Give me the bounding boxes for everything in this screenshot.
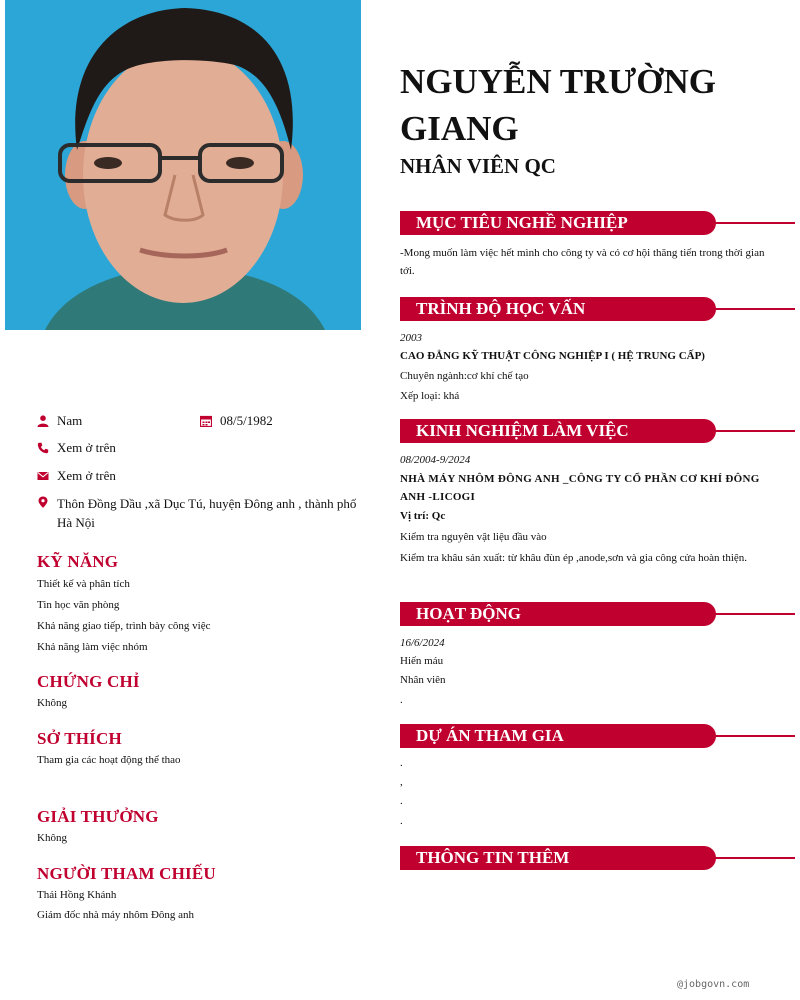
phone-icon [37,442,49,454]
reference-position: Giám đốc nhà máy nhôm Đông anh [37,909,195,921]
section-divider [712,308,795,310]
project-line: . [400,757,403,769]
project-line: . [400,815,403,827]
activity-date: 16/6/2024 [400,637,445,649]
objective-text: -Mong muốn làm việc hết mình cho công ty và có cơ hội thăng tiến trong thời gian tới. [400,247,765,277]
calendar-icon [200,415,212,427]
person-icon [37,415,49,427]
watermark: @jobgovn.com [677,979,750,990]
section-divider [712,613,795,615]
skill-item: Khả năng giao tiếp, trình bày công việc [37,620,211,632]
project-line: , [400,776,403,788]
education-rank: Xếp loại: khá [400,390,460,402]
address-value: Thôn Đồng Dầu ,xã Dục Tú, huyện Đông anh , thành phố Hà Nội [57,496,357,530]
education-year: 2003 [400,332,422,344]
experience-duty: Kiểm tra khâu sản xuất: từ khâu đùn ép ,anode,sơn và gia công cửa hoàn thiện. [400,552,748,564]
education-heading: TRÌNH ĐỘ HỌC VẤN [400,297,716,321]
activity-name: Hiến máu [400,655,444,667]
certificates-value: Không [37,697,67,709]
phone-value: Xem ở trên [57,440,116,455]
experience-duty: Kiểm tra nguyên vật liệu đầu vào [400,531,547,543]
more-info-heading: THÔNG TIN THÊM [400,846,716,870]
education-major: Chuyên ngành:cơ khí chế tạo [400,370,529,382]
project-line: . [400,795,403,807]
email-icon [37,470,49,482]
certificates-heading: CHỨNG CHỈ [37,672,140,691]
profile-photo [5,0,361,330]
experience-company: NHÀ MÁY NHÔM ĐÔNG ANH _CÔNG TY CỔ PHẦN CƠ KHÍ ĐÔNG ANH -LICOGI [400,473,760,503]
references-heading: NGƯỜI THAM CHIẾU [37,864,216,883]
awards-value: Không [37,832,67,844]
candidate-name: NGUYỄN TRƯỜNG GIANG [400,62,716,148]
activity-role: Nhân viên [400,674,446,686]
experience-position: Vị trí: Qc [400,510,446,522]
candidate-role: NHÂN VIÊN QC [400,154,556,178]
section-divider [712,222,795,224]
section-divider [712,430,795,432]
skills-heading: KỸ NĂNG [37,552,119,571]
hobbies-value: Tham gia các hoạt động thể thao [37,754,181,766]
section-divider [712,857,795,859]
reference-name: Thái Hồng Khánh [37,889,117,901]
skill-item: Tin học văn phòng [37,599,120,611]
section-divider [712,735,795,737]
email-value: Xem ở trên [57,468,116,483]
skill-item: Thiết kế và phân tích [37,578,130,590]
location-pin-icon [37,496,49,508]
awards-heading: GIẢI THƯỞNG [37,807,159,826]
projects-heading: DỰ ÁN THAM GIA [400,724,716,748]
education-school: CAO ĐẲNG KỸ THUẬT CÔNG NGHIỆP I ( HỆ TRUNG CẤP) [400,350,705,362]
experience-heading: KINH NGHIỆM LÀM VIỆC [400,419,716,443]
gender-value: Nam [57,413,83,428]
experience-period: 08/2004-9/2024 [400,454,471,466]
birthdate-value: 08/5/1982 [220,413,273,428]
hobbies-heading: SỞ THÍCH [37,729,122,748]
activities-heading: HOẠT ĐỘNG [400,602,716,626]
skill-item: Khả năng làm việc nhóm [37,641,148,653]
activity-note: . [400,694,403,706]
objective-heading: MỤC TIÊU NGHỀ NGHIỆP [400,211,716,235]
